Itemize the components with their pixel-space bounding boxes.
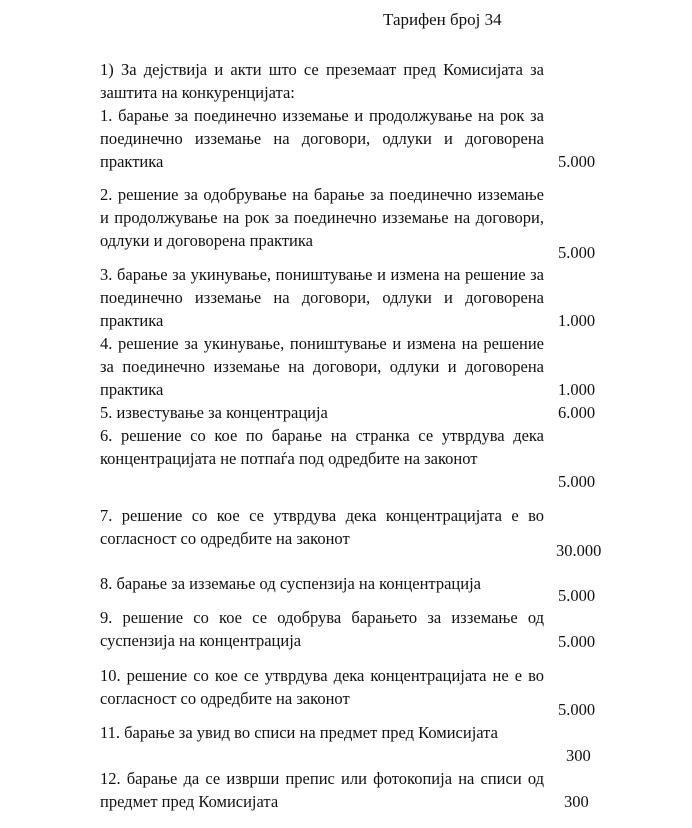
item-text: 7. решение со кое се утврдува дека концентрацијата е во согласност со одредбите на законот	[100, 506, 544, 548]
list-item	[100, 332, 544, 401]
item-text: 5. известување за концентрација	[100, 403, 328, 422]
list-item	[100, 401, 544, 424]
item-amount: 5.000	[558, 586, 596, 605]
list-item	[100, 606, 544, 652]
item-text: 2. решение за одобрување на барање за поединечно изземање и продолжување на рок за поединечно изземање на договори, одлуки и договорена практика	[100, 185, 544, 250]
list-item	[100, 104, 544, 173]
item-amount: 300	[564, 792, 589, 811]
list-item	[100, 572, 544, 595]
tariff-title: Тарифен број 34	[383, 10, 502, 29]
item-amount: 5.000	[558, 243, 596, 262]
item-text: 12. барање да се изврши препис или фотокопија на списи од предмет пред Комисијата	[100, 769, 544, 811]
intro-paragraph	[100, 58, 544, 104]
list-item	[100, 183, 544, 252]
item-amount: 5.000	[558, 152, 596, 171]
list-item	[100, 664, 544, 710]
item-amount: 5.000	[558, 700, 596, 719]
item-amount: 6.000	[558, 403, 596, 422]
item-amount: 1.000	[558, 380, 596, 399]
item-amount: 30.000	[556, 541, 602, 560]
item-amount: 5.000	[558, 632, 596, 651]
list-item	[100, 263, 544, 332]
item-text: 9. решение со кое се одобрува барањето за изземање од суспензија на концентрација	[100, 608, 544, 650]
item-amount: 1.000	[558, 311, 596, 330]
item-amount: 5.000	[558, 472, 596, 491]
list-item	[100, 424, 544, 470]
intro-text: 1) За дејствија и акти што се преземаат пред Комисијата за заштита на конкуренцијата:	[100, 60, 544, 102]
item-amount: 300	[566, 746, 591, 765]
list-item	[100, 767, 544, 813]
item-text: 1. барање за поединечно изземање и продолжување на рок за поединечно изземање на договори, одлуки и договорена практика	[100, 106, 544, 171]
list-item	[100, 504, 544, 550]
item-text: 6. решение со кое по барање на странка се утврдува дека концентрацијата не потпаѓа под одредбите на законот	[100, 426, 544, 468]
list-item	[100, 721, 544, 744]
item-text: 10. решение со кое се утврдува дека концентрацијата не е во согласност со одредбите на законот	[100, 666, 544, 708]
item-text: 3. барање за укинување, поништување и измена на решение за поединечно изземање на договори, одлуки и договорена практика	[100, 265, 544, 330]
item-text: 8. барање за изземање од суспензија на концентрација	[100, 574, 481, 593]
item-text: 4. решение за укинување, поништување и измена на решение за поединечно изземање на договори, одлуки и договорена практика	[100, 334, 544, 399]
item-text: 11. барање за увид во списи на предмет пред Комисијата	[100, 723, 498, 742]
